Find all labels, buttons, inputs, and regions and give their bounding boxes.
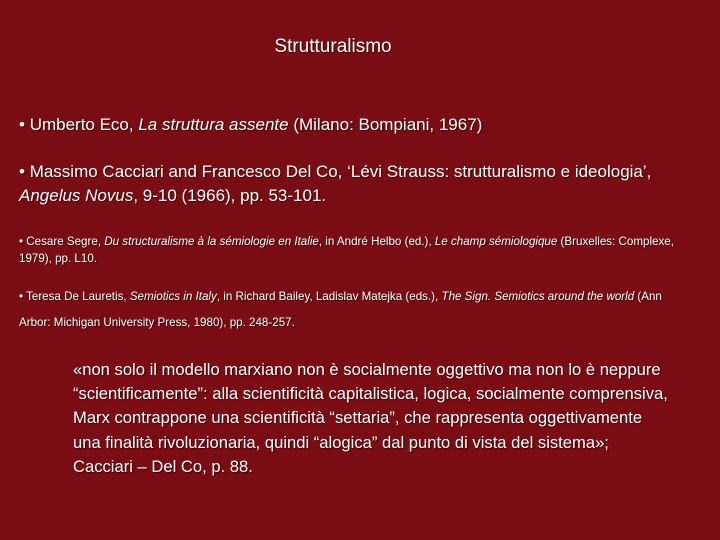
slide-title: Strutturalismo <box>274 36 392 57</box>
reference-cacciari <box>19 160 679 208</box>
reference-author: Massimo Cacciari and Francesco Del Co, ‘Lévi Strauss: strutturalismo e ideologia’, <box>29 162 652 181</box>
reference-book-title: Le champ sémiologique <box>434 235 558 248</box>
reference-publication: (Milano: Bompiani, 1967) <box>288 115 483 134</box>
reference-eco <box>19 114 679 136</box>
reference-de-lauretis <box>19 284 679 336</box>
reference-segre <box>19 233 679 267</box>
reference-author: Teresa De Lauretis, <box>26 290 130 303</box>
bullet: • <box>19 290 27 303</box>
reference-publication: (Ann Arbor: Michigan University Press, 1980), pp. 248-257. <box>19 290 662 329</box>
reference-publication: , 9-10 (1966), pp. 53-101. <box>133 186 327 205</box>
reference-title: La struttura assente <box>138 115 289 134</box>
quotation: «non solo il modello marxiano non è socialmente oggettivo ma non lo è neppure “scientificamente”: alla scientificità capitalistica, logica, socialmente comprensiva, Marx contrappone una scientificità “settaria”, che rappresenta oggettivamente una finalità rivoluzionaria, quindi “alogica” dal punto di vista del sistema»; Cacciari – Del Co, p. 88. <box>73 360 668 476</box>
reference-author: Umberto Eco, <box>29 115 139 134</box>
reference-editor: , in Richard Bailey, Ladislav Matejka (eds.), <box>216 290 442 303</box>
reference-author: Cesare Segre, <box>26 235 105 248</box>
reference-book-title: The Sign. Semiotics around the world <box>441 290 635 303</box>
bullet: • <box>19 115 30 134</box>
reference-journal: Angelus Novus <box>19 186 134 205</box>
reference-publication: (Bruxelles: Complexe, 1979), pp. L10. <box>19 235 674 265</box>
bullet: • <box>19 235 27 248</box>
reference-title: Semiotics in Italy <box>129 290 217 303</box>
bullet: • <box>19 162 30 181</box>
reference-editor: , in André Helbo (ed.), <box>318 235 435 248</box>
reference-title: Du structuralisme à la sémiologie en Italie <box>104 235 319 248</box>
